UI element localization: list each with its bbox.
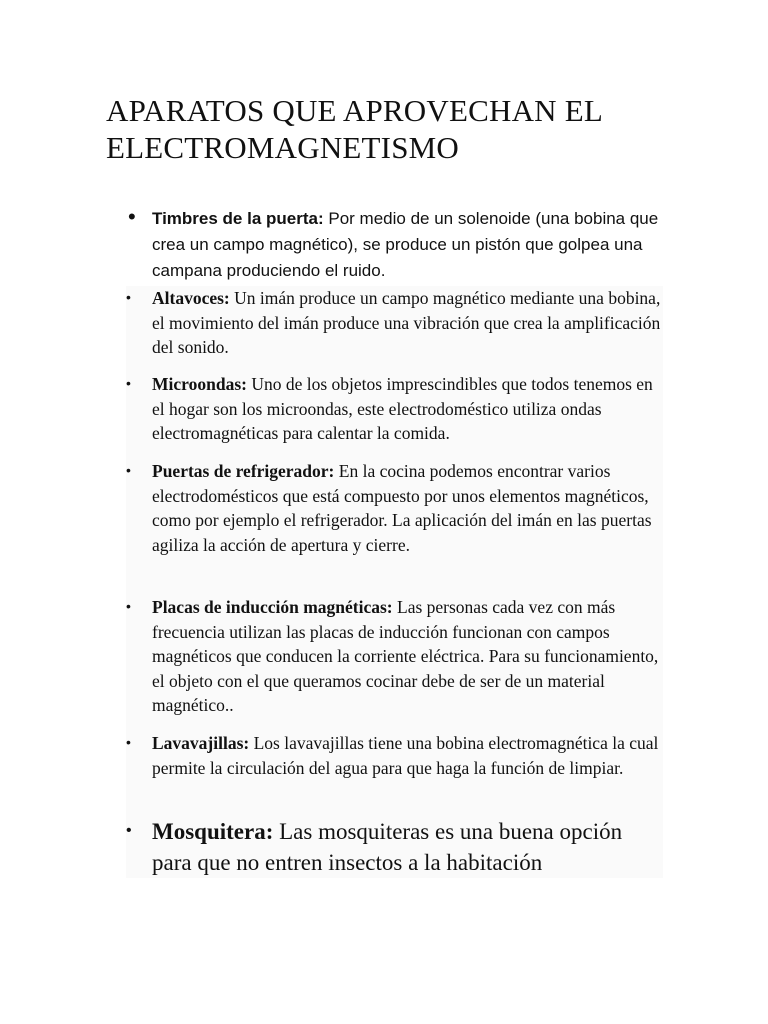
bullet: • xyxy=(126,462,131,478)
list-item-label: Timbres de la puerta: xyxy=(152,209,324,228)
list-item-text xyxy=(152,595,666,718)
bullet: • xyxy=(126,375,131,391)
list-item-body: Las mosquiteras es una buena opción para que no entren insectos a la habitación xyxy=(152,819,623,875)
list-item-label: Lavavajillas: xyxy=(152,733,250,753)
list-item-body: En la cocina podemos encontrar varios electrodomésticos que está compuesto por unos elementos magnéticos, como por ejemplo el refrigerador. La aplicación del imán en las puertas agiliza la acción de apertura y cierre. xyxy=(152,461,652,555)
list-item-microondas xyxy=(106,372,666,446)
list-item-label: Microondas: xyxy=(152,374,247,394)
list-item-body: Un imán produce un campo magnético mediante una bobina, el movimiento del imán produce una vibración que crea la amplificación del sonido. xyxy=(152,288,661,357)
list-item-text xyxy=(152,372,666,446)
bullet: • xyxy=(128,204,136,229)
list-item-timbres xyxy=(106,206,666,284)
document-title: APARATOS QUE APROVECHAN EL ELECTROMAGNETISMO xyxy=(106,93,602,165)
list-item-label: Puertas de refrigerador: xyxy=(152,461,335,481)
list-item-label: Placas de inducción magnéticas: xyxy=(152,597,393,617)
list-item-body: Uno de los objetos imprescindibles que todos tenemos en el hogar son los microondas, este electrodoméstico utiliza ondas electromagnéticas para calentar la comida. xyxy=(152,374,653,443)
list-item-body: Por medio de un solenoide (una bobina que crea un campo magnético), se produce un pistón que golpea una campana produciendo el ruido. xyxy=(152,209,659,280)
list-item-body: Las personas cada vez con más frecuencia utilizan las placas de inducción funcionan con campos magnéticos que conducen la corriente eléctrica. Para su funcionamiento, el objeto con el que queramos cocinar debe de ser de un material magnético.. xyxy=(152,597,659,715)
list-item-refrigerador xyxy=(106,459,666,557)
list-item-lavavajillas xyxy=(106,731,666,780)
bullet: • xyxy=(126,734,131,750)
list-item-body: Los lavavajillas tiene una bobina electromagnética la cual permite la circulación del agua para que haga la función de limpiar. xyxy=(152,733,659,778)
list-item-label: Mosquitera: xyxy=(152,819,274,844)
bullet: • xyxy=(126,289,131,305)
list-item-altavoces xyxy=(106,286,666,360)
list-item-text xyxy=(152,459,666,557)
list-item-text xyxy=(152,816,666,878)
list-item-text xyxy=(152,206,666,284)
bullet: • xyxy=(126,822,132,839)
list-item-mosquitera xyxy=(106,816,666,878)
list-item-placas-induccion xyxy=(106,595,666,718)
list-item-label: Altavoces: xyxy=(152,288,230,308)
list-item-text xyxy=(152,286,666,360)
bullet: • xyxy=(126,598,131,614)
list-item-text xyxy=(152,731,666,780)
